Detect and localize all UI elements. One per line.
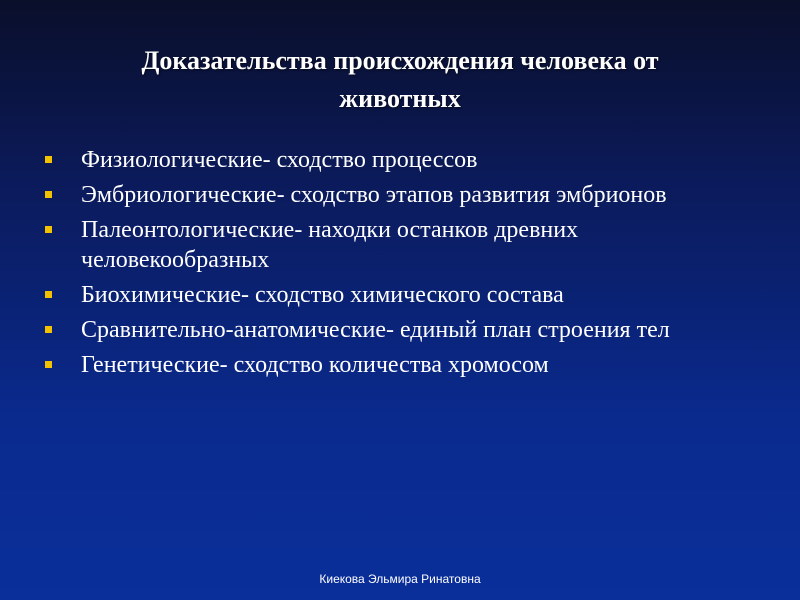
list-item-label: Физиологические- сходство процессов (81, 147, 478, 173)
square-bullet-icon (45, 191, 52, 198)
square-bullet-icon (45, 291, 52, 298)
square-bullet-icon (45, 326, 52, 333)
bullet-list (45, 145, 745, 385)
square-bullet-icon (45, 226, 52, 233)
list-item-label: Биохимические- сходство химического состава (81, 282, 564, 308)
list-item-label: Сравнительно-анатомические- единый план строения тел (81, 317, 670, 343)
list-item (45, 180, 745, 210)
list-item-label: Генетические- сходство количества хромосом (81, 352, 549, 378)
slide-footer-author: Киекова Эльмира Ринатовна (319, 572, 481, 586)
slide-title-line1: Доказательства происхождения человека от (141, 46, 659, 75)
list-item-label: Палеонтологические- находки останков древних человекообразных (81, 217, 579, 273)
square-bullet-icon (45, 156, 52, 163)
list-item-label: Эмбриологические- сходство этапов развития эмбрионов (81, 182, 667, 208)
square-bullet-icon (45, 361, 52, 368)
list-item (45, 350, 745, 380)
list-item (45, 280, 745, 310)
slide-title (40, 42, 760, 118)
list-item (45, 315, 745, 345)
list-item (45, 145, 745, 175)
slide-title-line2: животных (339, 84, 461, 113)
list-item (45, 215, 745, 275)
